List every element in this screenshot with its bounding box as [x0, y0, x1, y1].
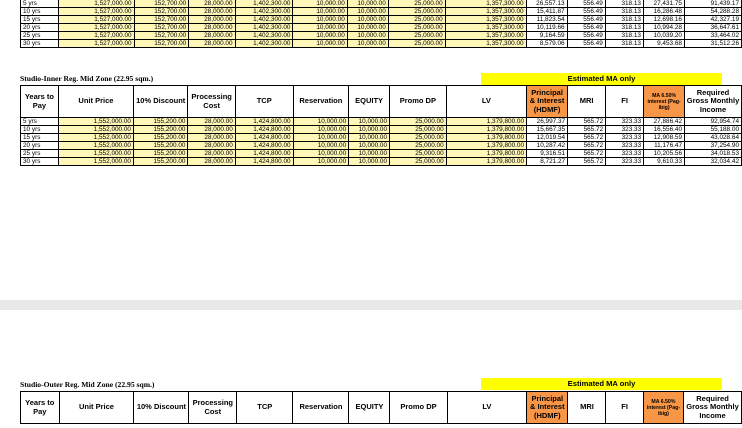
value-cell: 8,579.06 — [526, 40, 567, 48]
value-cell: 16,556.40 — [644, 126, 685, 134]
value-cell: 323.33 — [606, 150, 644, 158]
value-cell: 565.72 — [568, 134, 606, 142]
value-cell: 152,700.00 — [134, 8, 189, 16]
table-row — [21, 24, 742, 32]
table-studio-outer — [20, 391, 742, 424]
value-cell: 1,402,300.00 — [235, 0, 293, 8]
header-processing-cost: Processing Cost — [188, 86, 235, 118]
header-unit-price: Unit Price — [58, 86, 133, 118]
value-cell: 152,700.00 — [134, 24, 189, 32]
value-cell: 10,000.00 — [293, 134, 349, 142]
header-reservation: Reservation — [293, 86, 349, 118]
table-body — [21, 118, 742, 166]
header-fi: FI — [606, 86, 644, 118]
value-cell: 11,176.47 — [644, 142, 685, 150]
value-cell: 565.72 — [568, 142, 606, 150]
value-cell: 28,000.00 — [188, 126, 235, 134]
value-cell: 1,424,800.00 — [235, 134, 293, 142]
years-cell: 30 yrs — [21, 40, 59, 48]
value-cell: 1,379,800.00 — [446, 158, 526, 166]
table-row — [21, 118, 742, 126]
value-cell: 36,647.61 — [684, 24, 741, 32]
value-cell: 25,000.00 — [390, 118, 447, 126]
value-cell: 10,000.00 — [293, 24, 347, 32]
value-cell: 323.33 — [606, 142, 644, 150]
value-cell: 25,000.00 — [390, 126, 447, 134]
value-cell: 318.13 — [605, 0, 643, 8]
header-years: Years to Pay — [21, 86, 59, 118]
value-cell: 1,527,000.00 — [58, 32, 134, 40]
value-cell: 10,000.00 — [293, 126, 349, 134]
value-cell: 28,000.00 — [189, 16, 235, 24]
value-cell: 1,379,800.00 — [446, 134, 526, 142]
value-cell: 10,000.00 — [349, 158, 390, 166]
years-cell: 25 yrs — [21, 150, 59, 158]
value-cell: 10,000.00 — [347, 16, 388, 24]
value-cell: 15,667.35 — [527, 126, 568, 134]
value-cell: 323.33 — [606, 134, 644, 142]
value-cell: 1,357,300.00 — [445, 8, 526, 16]
value-cell: 323.33 — [606, 158, 644, 166]
value-cell: 1,424,800.00 — [235, 150, 293, 158]
table-studio-inner — [20, 85, 742, 166]
header-required-income: Required Gross Monthly Income — [684, 392, 742, 424]
value-cell: 28,000.00 — [188, 118, 235, 126]
header-discount: 10% Discount — [134, 86, 188, 118]
value-cell: 28,000.00 — [189, 24, 235, 32]
value-cell: 28,000.00 — [189, 8, 235, 16]
value-cell: 1,357,300.00 — [445, 0, 526, 8]
value-cell: 10,000.00 — [293, 118, 349, 126]
header-lv: LV — [446, 86, 526, 118]
value-cell: 91,439.17 — [684, 0, 741, 8]
value-cell: 10,000.00 — [347, 24, 388, 32]
value-cell: 1,552,000.00 — [58, 134, 133, 142]
value-cell: 12,019.54 — [527, 134, 568, 142]
value-cell: 10,000.00 — [349, 134, 390, 142]
value-cell: 1,527,000.00 — [58, 8, 134, 16]
value-cell: 10,287.42 — [527, 142, 568, 150]
value-cell: 556.49 — [567, 24, 605, 32]
value-cell: 10,000.00 — [293, 142, 349, 150]
value-cell: 1,357,300.00 — [445, 40, 526, 48]
value-cell: 10,205.56 — [644, 150, 685, 158]
table-row — [21, 158, 742, 166]
header-fi: FI — [606, 392, 643, 424]
value-cell: 10,000.00 — [293, 0, 347, 8]
value-cell: 152,700.00 — [134, 40, 189, 48]
value-cell: 1,402,300.00 — [235, 32, 293, 40]
value-cell: 1,379,800.00 — [446, 142, 526, 150]
value-cell: 33,464.02 — [684, 32, 741, 40]
value-cell: 12,698.16 — [643, 16, 684, 24]
value-cell: 10,000.00 — [347, 40, 388, 48]
value-cell: 1,527,000.00 — [58, 16, 134, 24]
value-cell: 152,700.00 — [134, 0, 189, 8]
value-cell: 1,379,800.00 — [446, 126, 526, 134]
value-cell: 1,424,800.00 — [235, 158, 293, 166]
value-cell: 10,000.00 — [347, 8, 388, 16]
header-equity: EQUITY — [349, 392, 390, 424]
value-cell: 37,254.90 — [685, 142, 742, 150]
value-cell: 155,200.00 — [134, 158, 188, 166]
page-gap — [0, 300, 742, 310]
value-cell: 565.72 — [568, 118, 606, 126]
value-cell: 1,424,800.00 — [235, 142, 293, 150]
value-cell: 25,000.00 — [388, 16, 445, 24]
value-cell: 1,402,300.00 — [235, 8, 293, 16]
value-cell: 318.13 — [605, 8, 643, 16]
value-cell: 9,453.68 — [643, 40, 684, 48]
years-cell: 25 yrs — [21, 32, 59, 40]
value-cell: 25,000.00 — [388, 8, 445, 16]
value-cell: 9,316.51 — [527, 150, 568, 158]
years-cell: 15 yrs — [21, 134, 59, 142]
value-cell: 318.13 — [605, 32, 643, 40]
value-cell: 12,908.59 — [644, 134, 685, 142]
value-cell: 31,512.26 — [684, 40, 741, 48]
table-row — [21, 32, 742, 40]
header-row — [21, 86, 742, 118]
value-cell: 9,610.33 — [644, 158, 685, 166]
value-cell: 1,357,300.00 — [445, 32, 526, 40]
value-cell: 42,327.19 — [684, 16, 741, 24]
table-row — [21, 0, 742, 8]
value-cell: 10,000.00 — [293, 150, 349, 158]
years-cell: 10 yrs — [21, 8, 59, 16]
value-cell: 318.13 — [605, 16, 643, 24]
table-body — [21, 0, 742, 48]
value-cell: 1,527,000.00 — [58, 24, 134, 32]
header-promo-dp: Promo DP — [390, 86, 447, 118]
value-cell: 28,000.00 — [188, 134, 235, 142]
value-cell: 323.33 — [606, 126, 644, 134]
value-cell: 556.49 — [567, 8, 605, 16]
value-cell: 10,000.00 — [293, 16, 347, 24]
table-row — [21, 142, 742, 150]
value-cell: 15,411.87 — [526, 8, 567, 16]
value-cell: 25,000.00 — [390, 142, 447, 150]
header-mri: MRI — [568, 86, 606, 118]
header-lv: LV — [447, 392, 527, 424]
value-cell: 155,200.00 — [134, 142, 188, 150]
value-cell: 318.13 — [605, 40, 643, 48]
document-page-bottom — [0, 310, 742, 428]
value-cell: 25,000.00 — [388, 32, 445, 40]
value-cell: 155,200.00 — [134, 134, 188, 142]
value-cell: 565.72 — [568, 126, 606, 134]
estimated-ma-banner: Estimated MA only — [481, 73, 722, 85]
value-cell: 26,997.37 — [527, 118, 568, 126]
value-cell: 1,357,300.00 — [445, 24, 526, 32]
value-cell: 43,028.64 — [685, 134, 742, 142]
header-tcp: TCP — [235, 86, 293, 118]
value-cell: 27,431.75 — [643, 0, 684, 8]
value-cell: 1,552,000.00 — [58, 158, 133, 166]
header-reservation: Reservation — [293, 392, 349, 424]
table-row — [21, 134, 742, 142]
value-cell: 10,000.00 — [293, 40, 347, 48]
header-ma-interest: MA 6.50% interest (Pag-ibig) — [644, 86, 685, 118]
header-required-income: Required Gross Monthly Income — [685, 86, 742, 118]
table-row — [21, 150, 742, 158]
table-previous-unit — [20, 0, 742, 48]
value-cell: 10,000.00 — [349, 150, 390, 158]
section-title: Studio-Outer Reg. Mid Zone (22.95 sqm.) — [20, 380, 155, 389]
value-cell: 16,286.48 — [643, 8, 684, 16]
value-cell: 92,954.74 — [685, 118, 742, 126]
value-cell: 152,700.00 — [134, 32, 189, 40]
value-cell: 1,402,300.00 — [235, 24, 293, 32]
value-cell: 1,527,000.00 — [58, 40, 134, 48]
value-cell: 10,994.28 — [643, 24, 684, 32]
value-cell: 28,000.00 — [189, 0, 235, 8]
years-cell: 15 yrs — [21, 16, 59, 24]
header-principal-interest: Principal & Interest (HDMF) — [527, 392, 568, 424]
table-row — [21, 126, 742, 134]
table-row — [21, 40, 742, 48]
header-promo-dp: Promo DP — [390, 392, 447, 424]
header-ma-interest: MA 6.50% interest (Pag-ibig) — [643, 392, 683, 424]
value-cell: 55,188.00 — [685, 126, 742, 134]
value-cell: 26,557.13 — [526, 0, 567, 8]
value-cell: 155,200.00 — [134, 150, 188, 158]
estimated-ma-banner: Estimated MA only — [481, 378, 722, 390]
years-cell: 20 yrs — [21, 24, 59, 32]
value-cell: 1,357,300.00 — [445, 16, 526, 24]
header-mri: MRI — [568, 392, 606, 424]
value-cell: 25,000.00 — [388, 0, 445, 8]
value-cell: 10,119.66 — [526, 24, 567, 32]
value-cell: 25,000.00 — [390, 134, 447, 142]
table-row — [21, 16, 742, 24]
value-cell: 152,700.00 — [134, 16, 189, 24]
value-cell: 1,402,300.00 — [235, 16, 293, 24]
value-cell: 10,000.00 — [349, 118, 390, 126]
value-cell: 1,424,800.00 — [235, 118, 293, 126]
header-tcp: TCP — [237, 392, 293, 424]
value-cell: 1,402,300.00 — [235, 40, 293, 48]
value-cell: 1,552,000.00 — [58, 150, 133, 158]
header-processing-cost: Processing Cost — [189, 392, 237, 424]
value-cell: 28,000.00 — [188, 158, 235, 166]
value-cell: 10,000.00 — [293, 32, 347, 40]
value-cell: 1,552,000.00 — [58, 126, 133, 134]
table-row — [21, 8, 742, 16]
value-cell: 1,552,000.00 — [58, 118, 133, 126]
value-cell: 10,000.00 — [293, 158, 349, 166]
header-equity: EQUITY — [349, 86, 390, 118]
years-cell: 30 yrs — [21, 158, 59, 166]
section-title: Studio-Inner Reg. Mid Zone (22.95 sqm.) — [20, 74, 154, 83]
value-cell: 25,000.00 — [388, 40, 445, 48]
value-cell: 34,018.53 — [685, 150, 742, 158]
value-cell: 25,000.00 — [390, 150, 447, 158]
value-cell: 32,034.42 — [685, 158, 742, 166]
value-cell: 155,200.00 — [134, 118, 188, 126]
years-cell: 20 yrs — [21, 142, 59, 150]
header-unit-price: Unit Price — [59, 392, 134, 424]
value-cell: 25,000.00 — [388, 24, 445, 32]
value-cell: 28,000.00 — [189, 40, 235, 48]
value-cell: 318.13 — [605, 24, 643, 32]
value-cell: 28,000.00 — [188, 142, 235, 150]
years-cell: 5 yrs — [21, 0, 59, 8]
value-cell: 27,886.42 — [644, 118, 685, 126]
value-cell: 28,000.00 — [188, 150, 235, 158]
value-cell: 10,039.20 — [643, 32, 684, 40]
value-cell: 10,000.00 — [293, 8, 347, 16]
value-cell: 1,379,800.00 — [446, 150, 526, 158]
header-principal-interest: Principal & Interest (HDMF) — [527, 86, 568, 118]
value-cell: 11,823.54 — [526, 16, 567, 24]
years-cell: 10 yrs — [21, 126, 59, 134]
header-years: Years to Pay — [21, 392, 60, 424]
value-cell: 556.49 — [567, 32, 605, 40]
header-row — [21, 392, 742, 424]
value-cell: 565.72 — [568, 150, 606, 158]
header-discount: 10% Discount — [134, 392, 189, 424]
value-cell: 54,288.28 — [684, 8, 741, 16]
value-cell: 10,000.00 — [349, 142, 390, 150]
value-cell: 565.72 — [568, 158, 606, 166]
value-cell: 10,000.00 — [347, 0, 388, 8]
value-cell: 8,721.27 — [527, 158, 568, 166]
value-cell: 10,000.00 — [349, 126, 390, 134]
years-cell: 5 yrs — [21, 118, 59, 126]
value-cell: 28,000.00 — [189, 32, 235, 40]
value-cell: 1,379,800.00 — [446, 118, 526, 126]
value-cell: 10,000.00 — [347, 32, 388, 40]
value-cell: 556.49 — [567, 40, 605, 48]
value-cell: 556.49 — [567, 0, 605, 8]
value-cell: 1,552,000.00 — [58, 142, 133, 150]
value-cell: 323.33 — [606, 118, 644, 126]
value-cell: 9,164.59 — [526, 32, 567, 40]
value-cell: 155,200.00 — [134, 126, 188, 134]
value-cell: 1,424,800.00 — [235, 126, 293, 134]
value-cell: 25,000.00 — [390, 158, 447, 166]
value-cell: 556.49 — [567, 16, 605, 24]
value-cell: 1,527,000.00 — [58, 0, 134, 8]
